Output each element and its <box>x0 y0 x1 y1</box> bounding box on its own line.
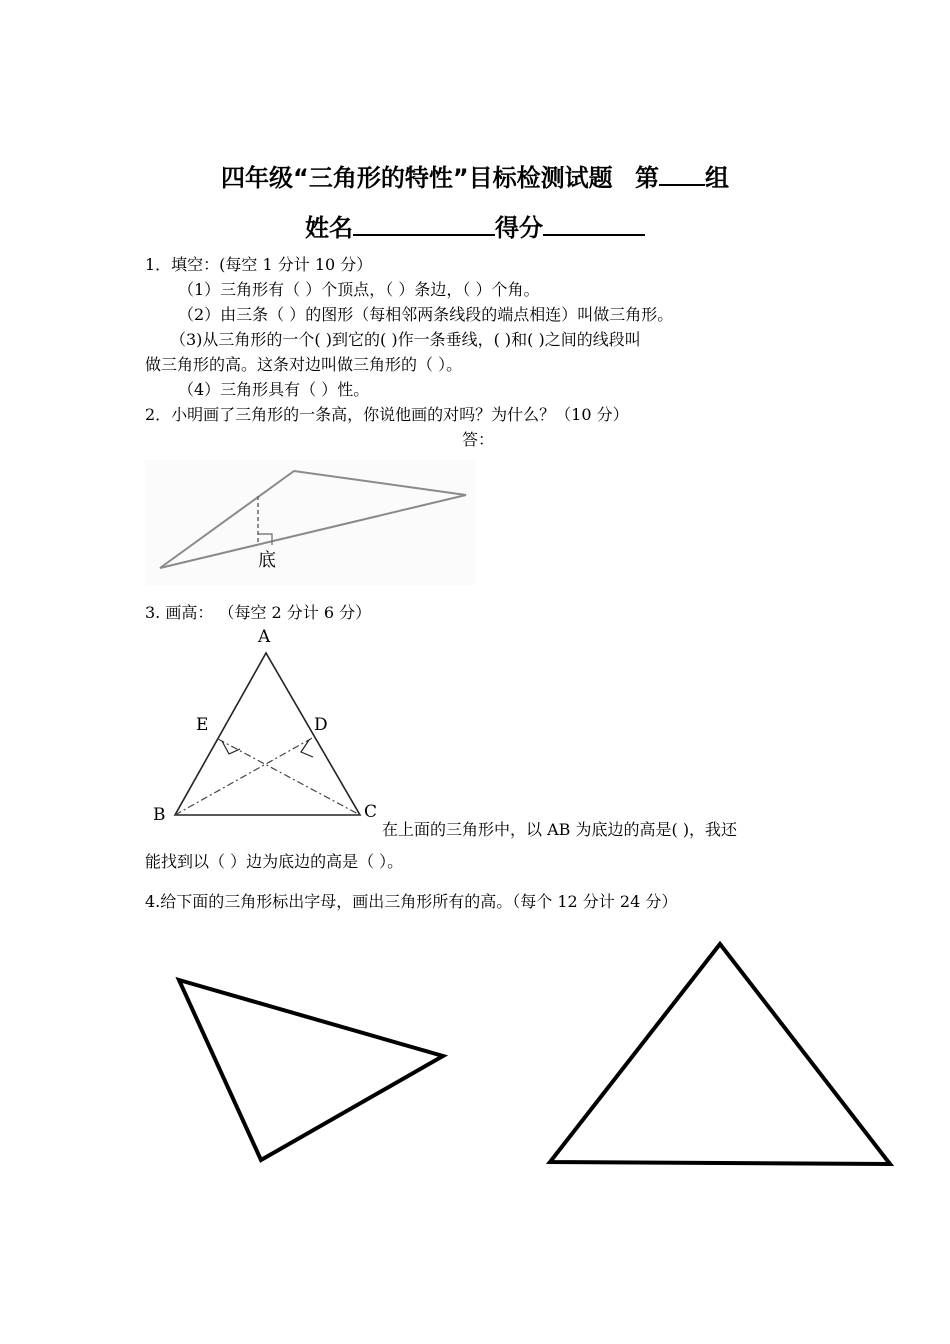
q1-item-2: （2）由三条（ ）的图形（每相邻两条线段的端点相连）叫做三角形。 <box>178 305 674 324</box>
q1-item-1: （1）三角形有（ ）个顶点，（ ）条边，（ ）个角。 <box>178 280 540 299</box>
q1-item-3a: （3)从三角形的一个( )到它的( )作一条垂线，( )和( )之间的线段叫 <box>170 330 641 349</box>
name-label: 姓名 <box>305 214 353 242</box>
score-label: 得分 <box>495 214 543 242</box>
vertex-label-a: A <box>258 627 271 647</box>
title-group-prefix: 第 <box>634 164 659 192</box>
q1-heading: 1．填空：(每空 1 分计 10 分） <box>145 255 373 274</box>
q4-heading: 4.给下面的三角形标出字母，画出三角形所有的高。（每个 12 分计 24 分） <box>145 892 678 911</box>
base-label: 底 <box>258 550 276 571</box>
q3-text-b: 能找到以（ ）边为底边的高是（ ）。 <box>145 852 404 871</box>
vertex-label-d: D <box>314 715 328 735</box>
vertex-label-c: C <box>364 802 378 822</box>
q3-heading: 3. 画高： （每空 2 分计 6 分） <box>145 603 372 622</box>
vertex-label-b: B <box>153 805 166 825</box>
q1-item-3b: 做三角形的高。这条对边叫做三角形的（ ）。 <box>145 355 463 374</box>
vertex-label-e: E <box>196 715 209 735</box>
q3-text-a: 在上面的三角形中，以 AB 为底边的高是( )，我还 <box>382 820 738 839</box>
q2-heading: 2．小明画了三角形的一条高，你说他画的对吗？为什么？（10 分） <box>145 405 629 424</box>
title-group-suffix: 组 <box>704 164 729 192</box>
q2-answer-label: 答： <box>462 430 495 449</box>
title-main: 四年级“三角形的特性”目标检测试题 <box>221 164 613 192</box>
q1-item-4: （4）三角形具有（ ）性。 <box>178 380 370 399</box>
